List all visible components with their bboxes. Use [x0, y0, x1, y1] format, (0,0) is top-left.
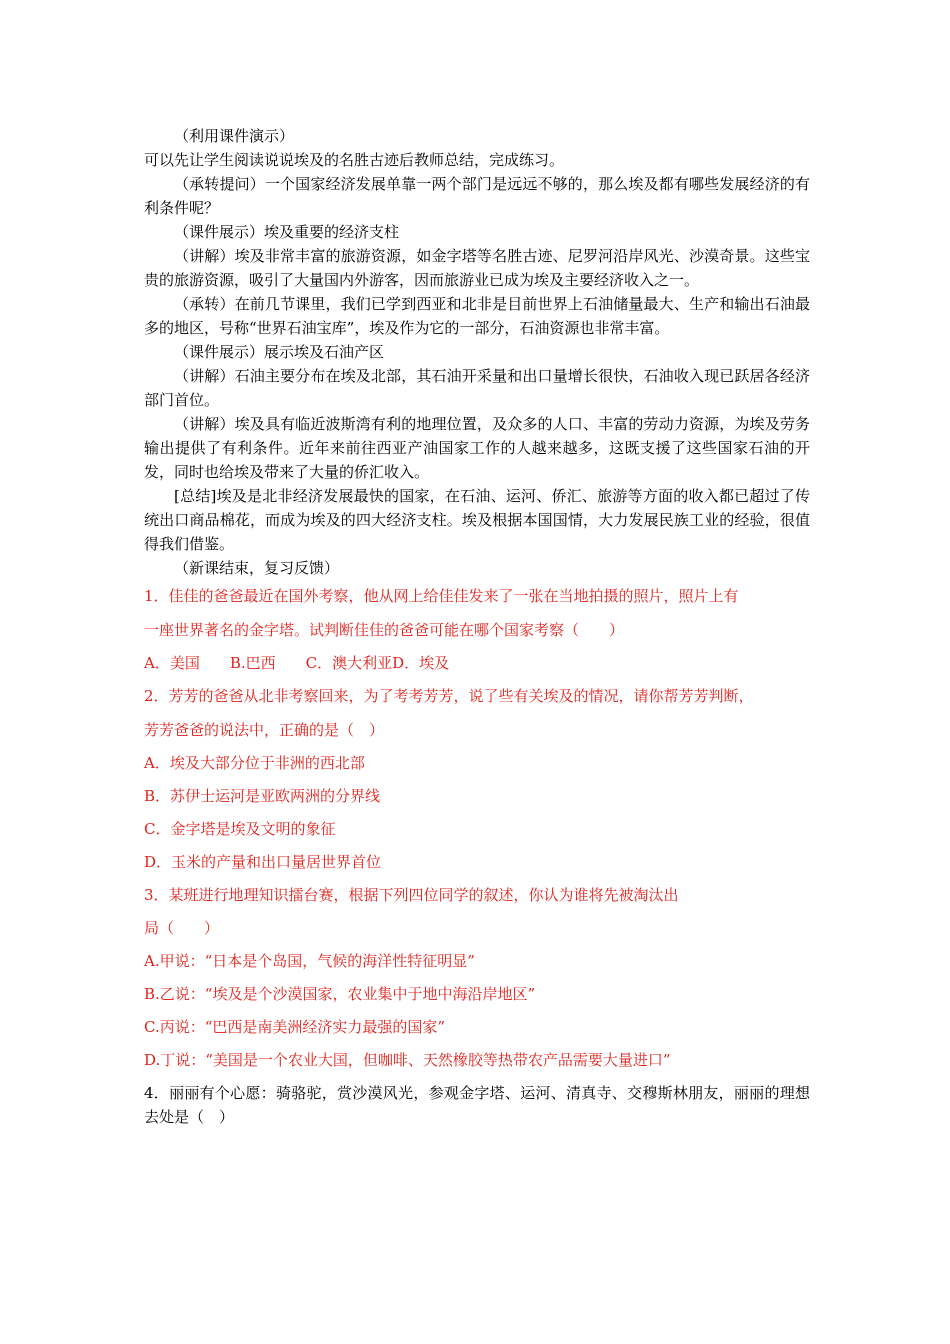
lesson-paragraph: （承转）在前几节课里，我们已学到西亚和北非是目前世界上石油储量最大、生产和输出石油最多的地区，号称“世界石油宝库”，埃及作为它的一部分，石油资源也非常丰富。 — [144, 295, 810, 337]
option: C．金字塔是埃及文明的象征 — [144, 820, 336, 838]
question-2 — [144, 684, 810, 874]
question-stem: 2．芳芳的爸爸从北非考察回来，为了考考芳芳，说了些有关埃及的情况，请你帮芳芳判断， — [144, 687, 754, 705]
option: B.乙说：“埃及是个沙漠国家，农业集中于地中海沿岸地区” — [144, 985, 536, 1003]
question-stem: 局（ ） — [144, 919, 220, 937]
question-stem: 1．佳佳的爸爸最近在国外考察，他从网上给佳佳发来了一张在当地拍摄的照片，照片上有 — [144, 587, 739, 605]
option: A.甲说：“日本是个岛国，气候的海洋性特征明显” — [144, 952, 475, 970]
lesson-paragraph: （讲解）埃及具有临近波斯湾有利的地理位置，及众多的人口、丰富的劳动力资源，为埃及劳务输出提供了有利条件。近年来前往西亚产油国家工作的人越来越多，这既支援了这些国家石油的开发，同时也给埃及带来了大量的侨汇收入。 — [144, 415, 810, 481]
lesson-paragraph: （承转提问）一个国家经济发展单靠一两个部门是远远不够的，那么埃及都有哪些发展经济的有利条件呢？ — [144, 175, 810, 217]
question-stem: 3．某班进行地理知识擂台赛，根据下列四位同学的叙述，你认为谁将先被淘汰出 — [144, 886, 679, 904]
lesson-paragraph: 可以先让学生阅读说说埃及的名胜古迹后教师总结，完成练习。 — [144, 151, 565, 169]
question-1 — [144, 584, 810, 675]
lesson-summary: [总结]埃及是北非经济发展最快的国家，在石油、运河、侨汇、旅游等方面的收入都已超过了传统出口商品棉花，而成为埃及的四大经济支柱。埃及根据本国国情，大力发展民族工业的经验，很值得我们借鉴。 — [144, 487, 810, 553]
question-stem: 芳芳爸爸的说法中，正确的是（ ） — [144, 721, 385, 739]
lesson-paragraph: （新课结束，复习反馈） — [174, 559, 340, 577]
question-stem: 一座世界著名的金字塔。试判断佳佳的爸爸可能在哪个国家考察（ ） — [144, 621, 625, 639]
lesson-paragraph: （讲解）石油主要分布在埃及北部，其石油开采量和出口量增长很快，石油收入现已跃居各经济部门首位。 — [144, 367, 810, 409]
question-4 — [144, 1081, 810, 1129]
lesson-paragraph: （利用课件演示） — [174, 127, 295, 145]
option: D．玉米的产量和出口量居世界首位 — [144, 853, 382, 871]
lesson-paragraph: （课件展示）埃及重要的经济支柱 — [174, 223, 400, 241]
document-body — [144, 124, 810, 1129]
question-stem: 4．丽丽有个心愿：骑骆驼，赏沙漠风光，参观金字塔、运河、清真寺、交穆斯林朋友，丽丽的理想去处是（ ） — [144, 1084, 810, 1126]
question-3 — [144, 883, 810, 1072]
question-options: A．美国 B.巴西 C．澳大利亚D．埃及 — [144, 654, 450, 672]
option: A．埃及大部分位于非洲的西北部 — [144, 754, 365, 772]
option: D.丁说：“美国是一个农业大国，但咖啡、天然橡胶等热带农产品需要大量进口” — [144, 1051, 671, 1069]
lesson-paragraph: （讲解）埃及非常丰富的旅游资源，如金字塔等名胜古迹、尼罗河沿岸风光、沙漠奇景。这些宝贵的旅游资源，吸引了大量国内外游客，因而旅游业已成为埃及主要经济收入之一。 — [144, 247, 810, 289]
option: B．苏伊士运河是亚欧两洲的分界线 — [144, 787, 381, 805]
lesson-paragraph: （课件展示）展示埃及石油产区 — [174, 343, 385, 361]
option: C.丙说：“巴西是南美洲经济实力最强的国家” — [144, 1018, 446, 1036]
